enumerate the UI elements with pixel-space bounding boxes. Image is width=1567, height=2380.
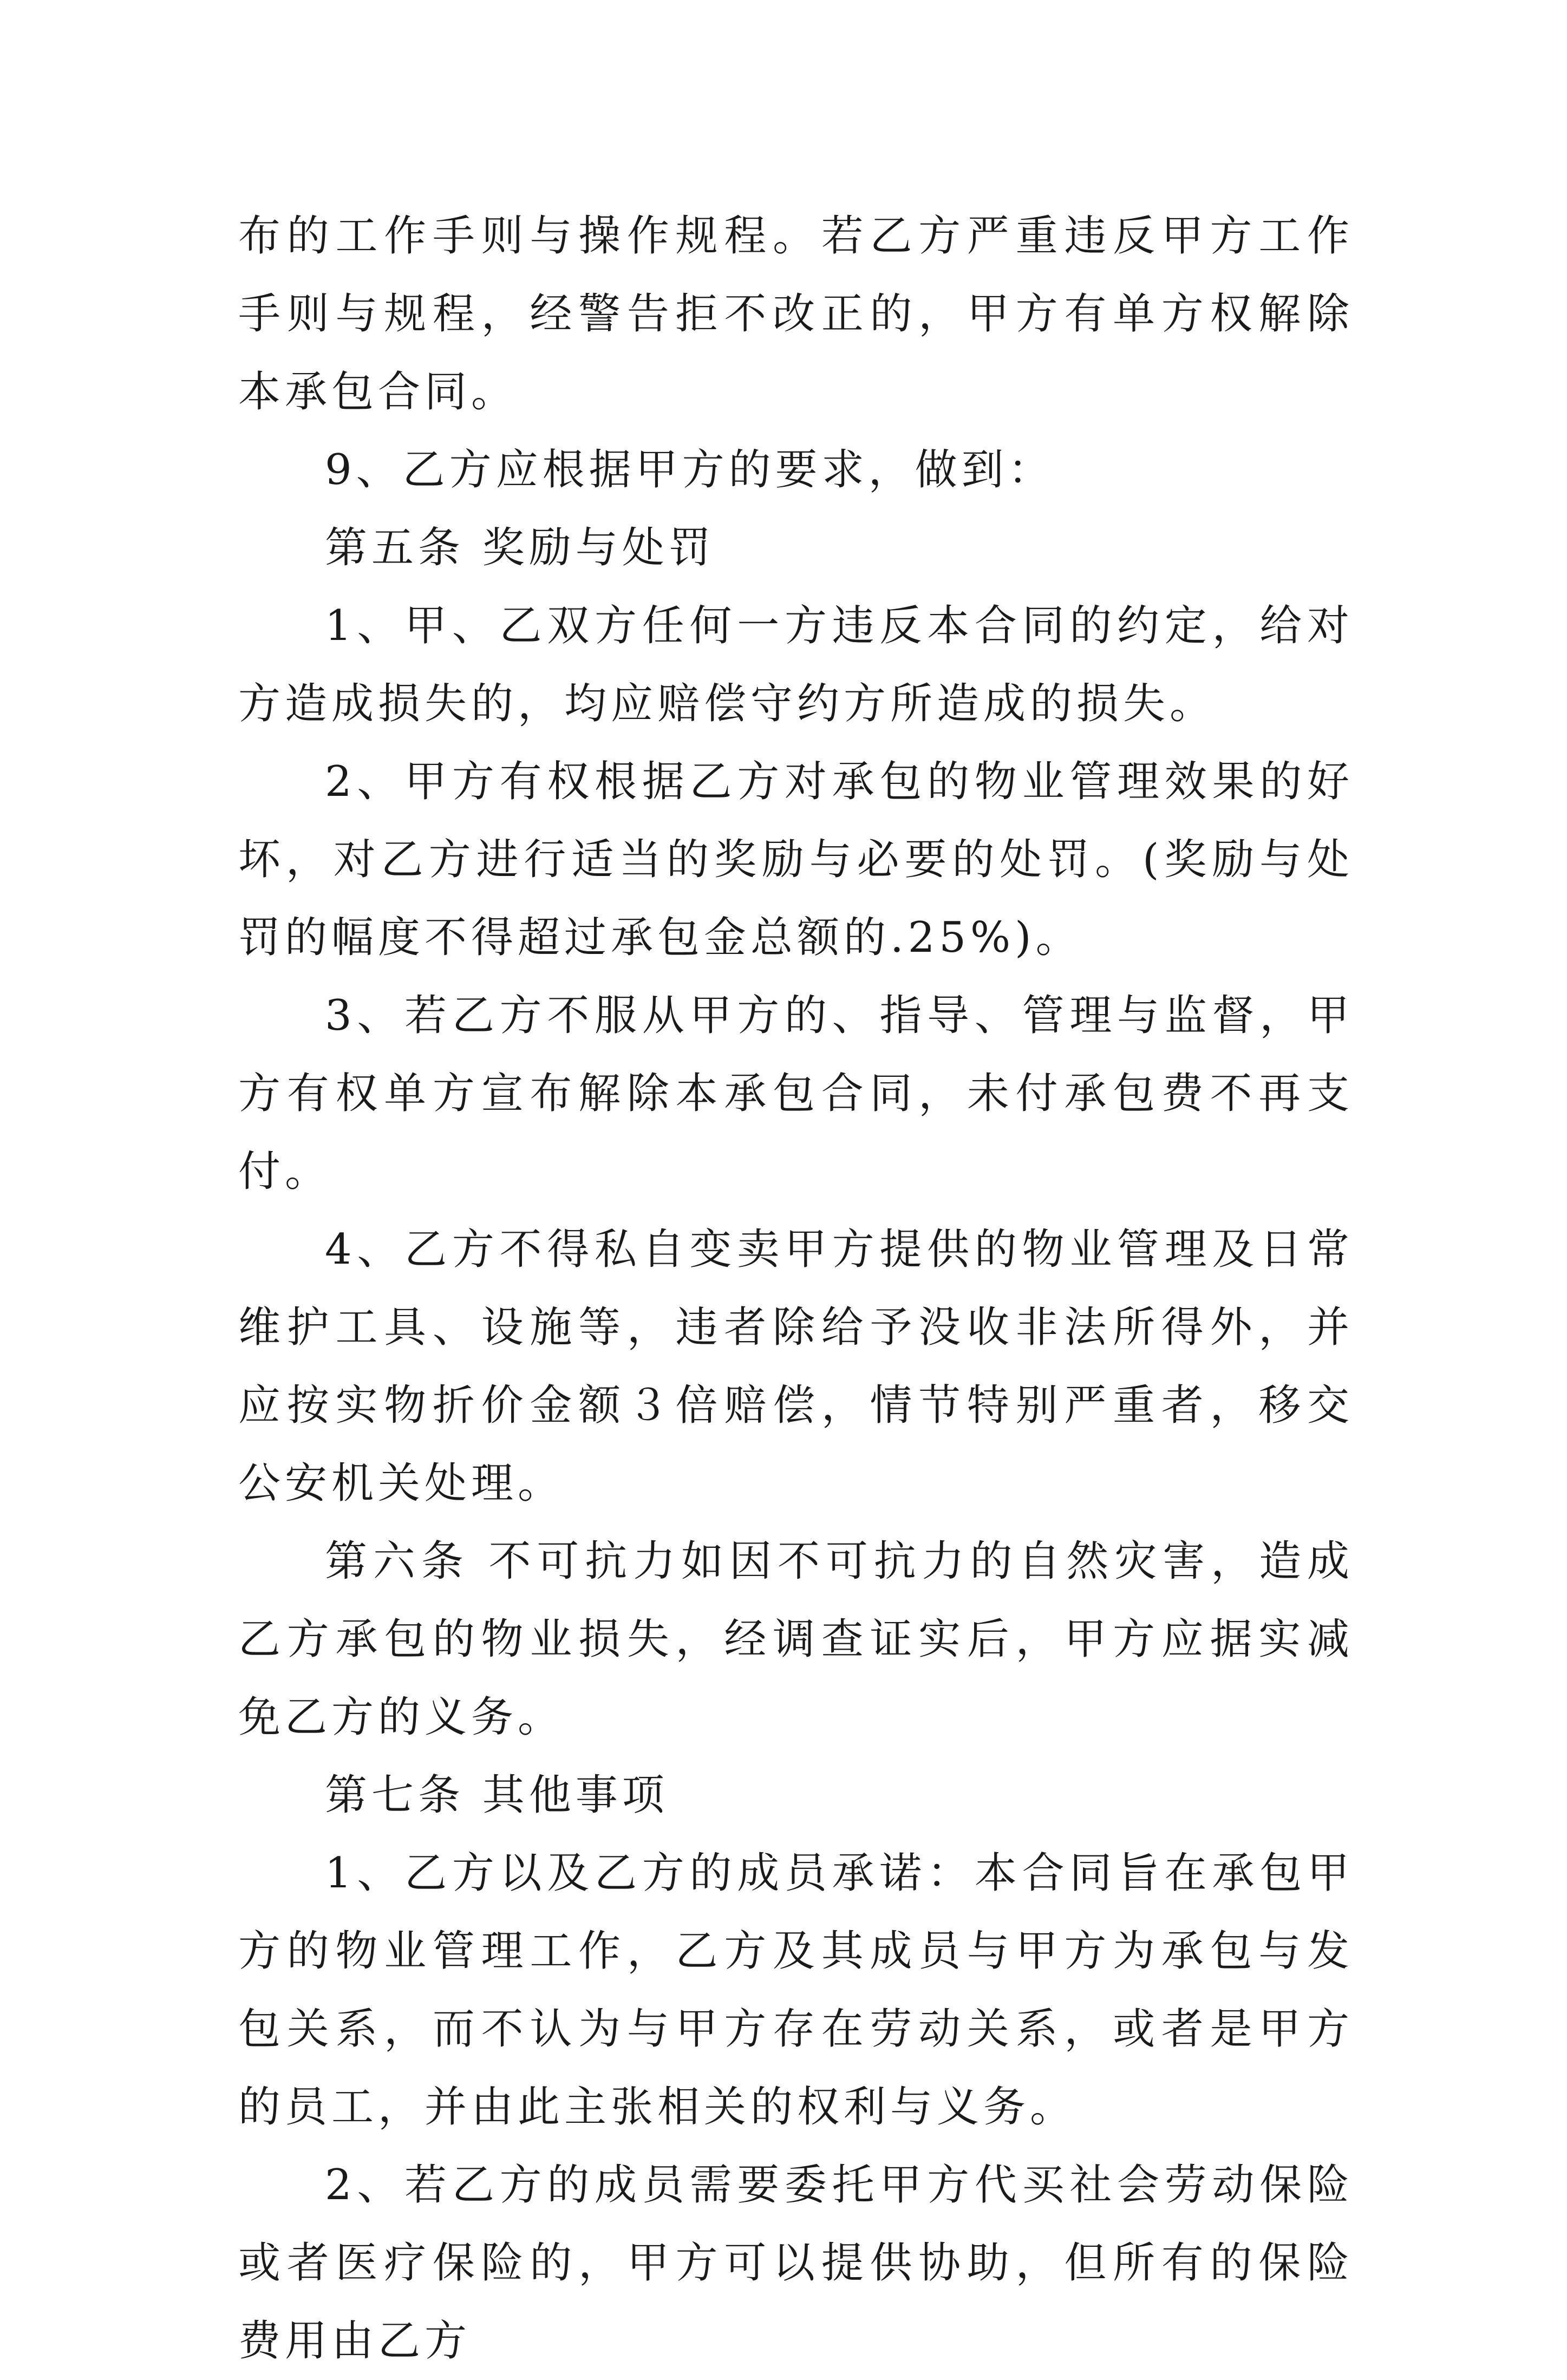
document-body	[238, 197, 1354, 2380]
heading-article-5: 第五条 奖励与处罚	[325, 524, 715, 572]
paragraph-article-5-item-3: 3、若乙方不服从甲方的、指导、管理与监督，甲方有权单方宣布解除本承包合同，未付承包费不再支付。	[238, 991, 1354, 1196]
heading-article-7: 第七条 其他事项	[325, 1771, 669, 1820]
paragraph-article-7-item-2: 2、若乙方的成员需要委托甲方代买社会劳动保险或者医疗保险的，甲方可以提供协助，但所有的保险费用由乙方	[238, 2161, 1354, 2365]
paragraph-article-5-item-2: 2、甲方有权根据乙方对承包的物业管理效果的好坏，对乙方进行适当的奖励与必要的处罚。(奖励与处罚的幅度不得超过承包金总额的.25%)。	[238, 757, 1354, 962]
paragraph-article-6: 第六条 不可抗力如因不可抗力的自然灾害，造成乙方承包的物业损失，经调查证实后，甲方应据实减免乙方的义务。	[238, 1537, 1354, 1742]
paragraph-article-5-item-1: 1、甲、乙双方任何一方违反本合同的约定，给对方造成损失的，均应赔偿守约方所造成的损失。	[238, 601, 1354, 728]
paragraph-continuation: 布的工作手则与操作规程。若乙方严重违反甲方工作手则与规程，经警告拒不改正的，甲方有单方权解除本承包合同。	[238, 212, 1354, 416]
paragraph-article-5-item-4: 4、乙方不得私自变卖甲方提供的物业管理及日常维护工具、设施等，违者除给予没收非法所得外，并应按实物折价金额３倍赔偿，情节特别严重者，移交公安机关处理。	[238, 1225, 1354, 1508]
paragraph-article-7-item-1: 1、乙方以及乙方的成员承诺：本合同旨在承包甲方的物业管理工作，乙方及其成员与甲方为承包与发包关系，而不认为与甲方存在劳动关系，或者是甲方的员工，并由此主张相关的权利与义务。	[238, 1849, 1354, 2131]
paragraph-clause-9: 9、乙方应根据甲方的要求，做到：	[325, 446, 1055, 494]
